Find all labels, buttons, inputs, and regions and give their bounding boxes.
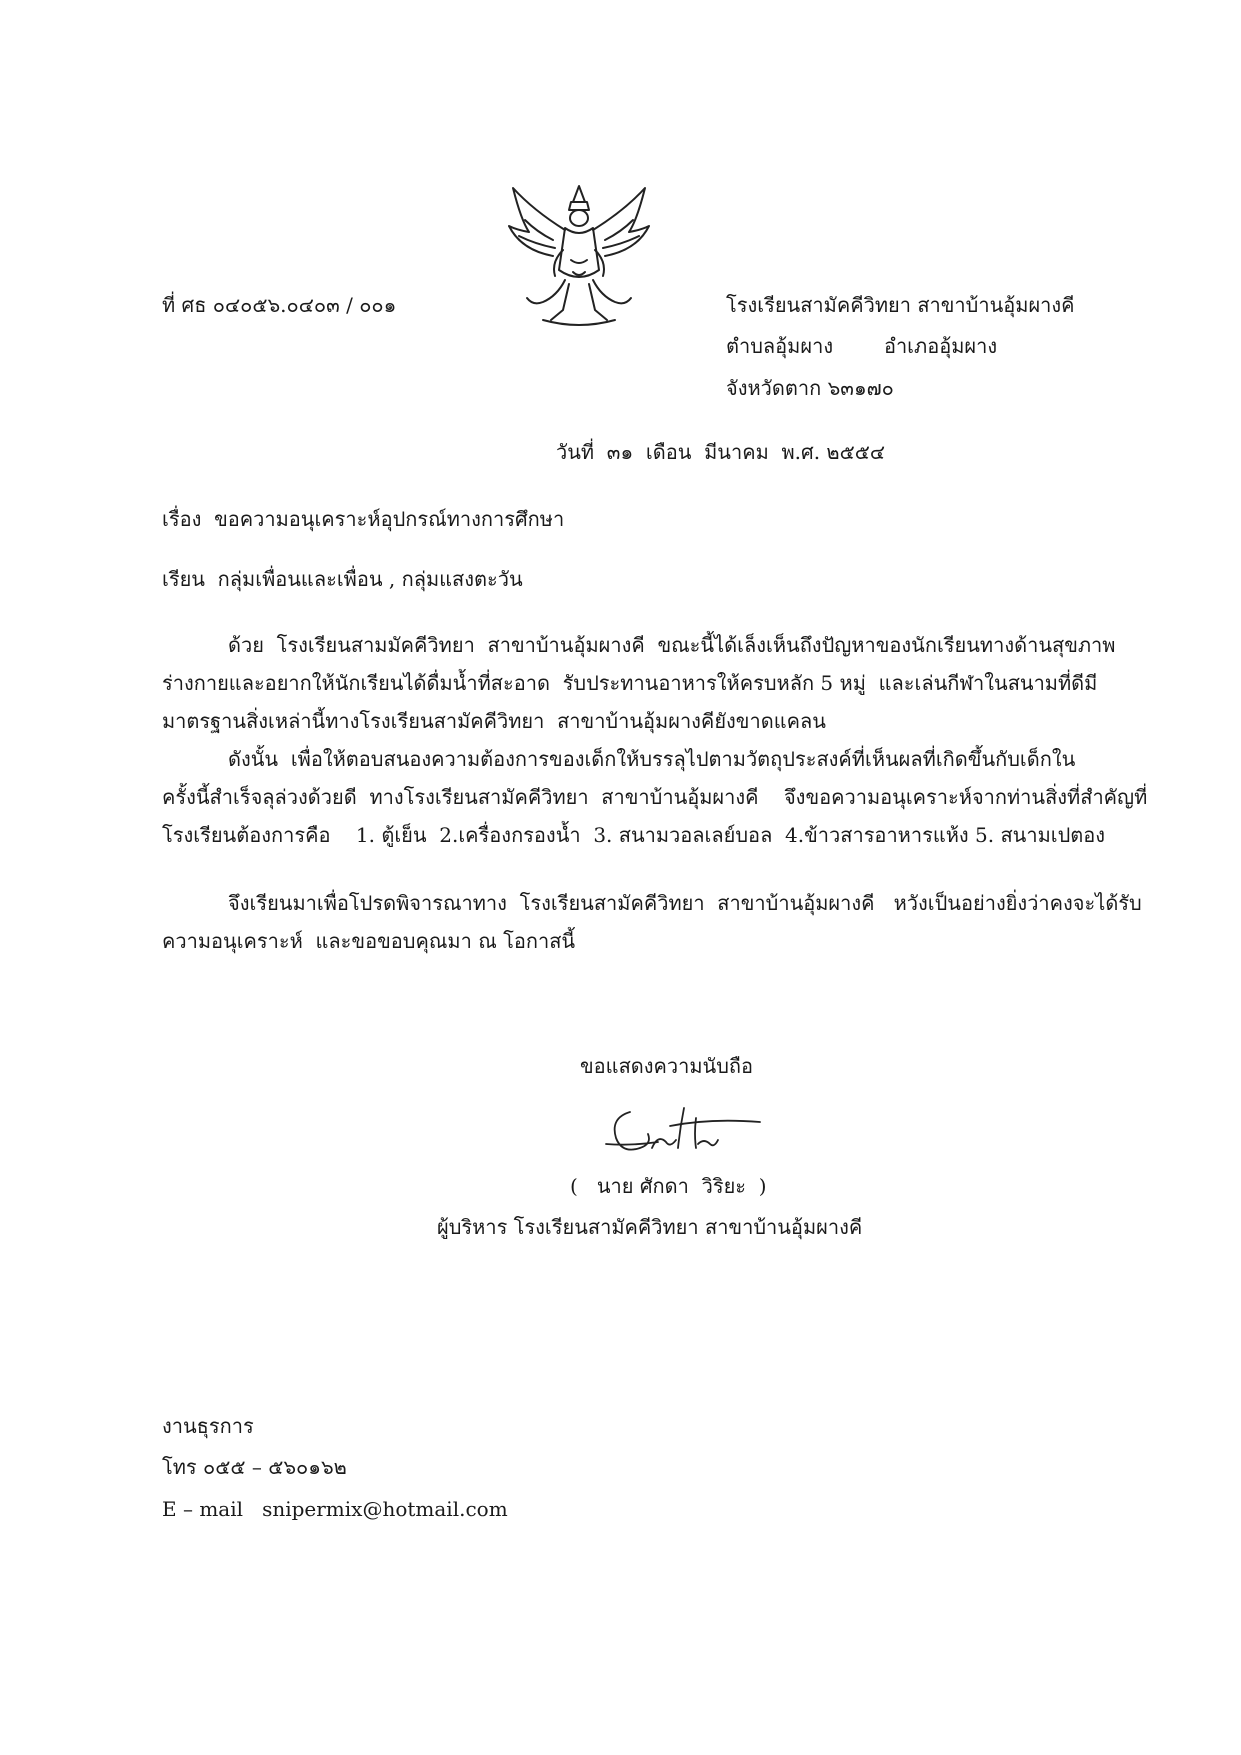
letter-subject: เรื่อง ขอความอนุเคราะห์อุปกรณ์ทางการศึกษา [162,507,565,531]
footer-email: E – mail snipermix@hotmail.com [162,1497,508,1521]
handwritten-signature [600,1104,770,1166]
closing-salutation: ขอแสดงความนับถือ [580,1054,754,1078]
letter-date: วันที่ ๓๑ เดือน มีนาคม พ.ศ. ๒๕๕๔ [556,440,886,464]
signer-name: ( นาย ศักดา วิริยะ ) [570,1174,767,1198]
footer-phone: โทร ๐๕๕ – ๕๖๐๑๖๒ [162,1455,347,1479]
body-paragraph-1 [162,626,1116,740]
paragraph-line: ดังนั้น เพื่อให้ตอบสนองความต้องการของเด็กให้บรรลุไปตามวัตถุประสงค์ที่เห็นผลที่เกิดขึ้นกับเด็กใน [228,747,1076,771]
footer-department: งานธุรการ [162,1414,254,1438]
paragraph-line: ร่างกายและอยากให้นักเรียนได้ดื่มน้ำที่สะอาด รับประทานอาหารให้ครบหลัก 5 หมู่ และเล่นกีฬาในสนามที่ดีมี [162,671,1098,695]
paragraph-line: จึงเรียนมาเพื่อโปรดพิจารณาทาง โรงเรียนสามัคคีวิทยา สาขาบ้านอุ้มผางคี หวังเป็นอย่างยิ่งว่าคงจะได้รับ [228,891,1142,915]
sender-province: จังหวัดตาก ๖๓๑๗๐ [726,376,894,400]
sender-school-name: โรงเรียนสามัคคีวิทยา สาขาบ้านอุ้มผางคี [726,293,1075,317]
sender-district: ตำบลอุ้มผาง อำเภออุ้มผาง [726,334,998,358]
paragraph-line: โรงเรียนต้องการคือ 1. ตู้เย็น 2.เครื่องกรองน้ำ 3. สนามวอลเลย์บอล 4.ข้าวสารอาหารแห้ง 5. สนามเปตอง [162,823,1106,847]
garuda-emblem-icon [503,180,655,332]
letter-recipient: เรียน กลุ่มเพื่อนและเพื่อน , กลุ่มแสงตะวัน [162,567,523,591]
reference-number: ที่ ศธ ๐๔๐๕๖.๐๔๐๓ / ๐๐๑ [162,293,397,317]
paragraph-line: ด้วย โรงเรียนสามมัคคีวิทยา สาขาบ้านอุ้มผางคี ขณะนี้ได้เล็งเห็นถึงปัญหาของนักเรียนทางด้านสุขภาพ [228,633,1116,657]
paragraph-line: ความอนุเคราะห์ และขอขอบคุณมา ณ โอกาสนี้ [162,929,576,953]
paragraph-line: มาตรฐานสิ่งเหล่านี้ทางโรงเรียนสามัคคีวิทยา สาขาบ้านอุ้มผางคียังขาดแคลน [162,709,826,733]
signer-title: ผู้บริหาร โรงเรียนสามัคคีวิทยา สาขาบ้านอุ้มผางคี [437,1215,863,1239]
paragraph-line: ครั้งนี้สำเร็จลุล่วงด้วยดี ทางโรงเรียนสามัคคีวิทยา สาขาบ้านอุ้มผางคี จึงขอความอนุเคราะห์จากท่านสิ่งที่สำคัญที่ [162,785,1148,809]
body-paragraph-2 [162,740,1148,854]
body-paragraph-3 [162,884,1142,960]
